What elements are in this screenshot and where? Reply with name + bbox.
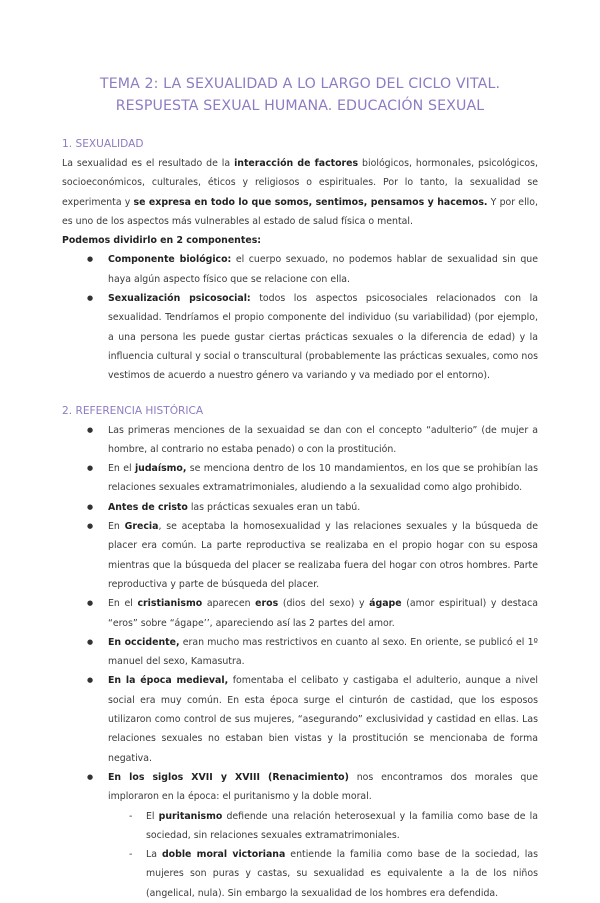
paragraph [62, 231, 538, 250]
title-line: TEMA 2: LA SEXUALIDAD A LO LARGO DEL CICLO VITAL. [99, 76, 501, 92]
text-run: el cuerpo sexuado, no podemos hablar de sexualidad sin que haya algún aspecto físico que se relacione con ella. [108, 254, 538, 285]
bold-text: interacción de factores [234, 158, 359, 169]
document-title [62, 73, 538, 117]
sub-list-item [108, 845, 538, 903]
bold-text: Antes de cristo [108, 501, 188, 513]
bold-text: doble moral victoriana [161, 849, 286, 861]
section-heading: 1. SEXUALIDAD [62, 138, 144, 150]
list-item [62, 421, 538, 460]
bold-text: Podemos dividirlo en 2 componentes: [62, 235, 262, 247]
text-run: fomentaba el celibato y castigaba el adulterio, aunque a nivel social era muy común. En esta época surge el cinturón de castidad, que los esposos utilizaron como control de sus mujeres, “asegurando” exclusividad y castidad en ellas. Las relaciones sexuales no estaban bien vistas y la prostitución se mencionaba de forma negativa. [108, 675, 538, 764]
sub-list-item [108, 807, 538, 846]
bold-text: eros [255, 598, 279, 610]
text-run: todos los aspectos psicosociales relacionados con la sexualidad. Tendríamos el propio componente del individuo (su variabilidad) (por ejemplo, a una persona les puede gustar ciertas prácticas sexuales o la diferencia de edad) y la influencia cultural y social o transcultural (probablemente las prácticas sexuales, como nos vestimos de acuerdo a nuestro género va variando y va mediado por el entorno). [108, 293, 538, 382]
text-run: las prácticas sexuales eran un tabú. [187, 501, 361, 513]
text-run: entiende la familia como base de la sociedad, las mujeres son puras y castas, su sexualidad es equivalente a la de los niños (angelical, nula). Sin embargo la sexualidad de los hombres era defendida. [146, 849, 538, 899]
paragraph [62, 154, 538, 231]
list-item [62, 250, 538, 289]
bold-text: Sexualización psicosocial: [108, 293, 251, 305]
list-item [62, 594, 538, 633]
list-item [62, 671, 538, 767]
bold-text: En occidente, [108, 636, 180, 648]
list-item [62, 459, 538, 498]
text-run: biológicos, hormonales, psicológicos, socioeconómicos, culturales, éticos y religiosos o espirituales. Por lo tanto, la sexualidad se experimenta y [62, 158, 538, 208]
bold-text: Grecia [124, 521, 159, 533]
sub-list [108, 807, 538, 903]
text-run: , se aceptaba la homosexualidad y las relaciones sexuales y la búsqueda de placer era común. La parte reproductiva se realizaba en el propio hogar con su esposa mientras que la búsqueda del placer se realizaba fuera del hogar con otros hombres. Parte reproductiva y parte de búsqueda del placer. [108, 521, 538, 590]
text-run: nos encontramos dos morales que imploraron en la época: el puritanismo y la doble moral. [108, 771, 538, 803]
bold-text: judaísmo, [134, 463, 187, 475]
text-run: Las primeras menciones de la sexuaidad se dan con el concepto “adulterio” (de mujer a hombre, al contrario no estaba penado) o con la prostitución. [108, 424, 538, 455]
list-item [62, 633, 538, 672]
bold-text: se expresa en todo lo que somos, sentimos, pensamos y hacemos. [133, 196, 488, 208]
section [62, 402, 538, 903]
text-run: eran mucho mas restrictivos en cuanto al sexo. En oriente, se publicó el 1º manuel del sexo, Kamasutra. [108, 636, 538, 668]
title-line: RESPUESTA SEXUAL HUMANA. EDUCACIÓN SEXUAL [115, 98, 485, 114]
list-item [62, 768, 538, 903]
bold-text: cristianismo [137, 598, 203, 610]
text-run: En el [108, 598, 138, 610]
text-run: En [108, 521, 125, 533]
text-run: La sexualidad es el resultado de la [62, 158, 235, 169]
bold-text: ágape [369, 598, 402, 610]
text-run: se menciona dentro de los 10 mandamientos, en los que se prohibían las relaciones sexuales extramatrimoniales, aludiendo a la sexualidad como algo prohibido. [108, 463, 539, 494]
list-item [62, 498, 538, 517]
list-item [62, 289, 538, 385]
text-run: (dios del sexo) y [278, 598, 370, 610]
section-heading: 2. REFERENCIA HISTÓRICA [62, 404, 204, 417]
bullet-list [62, 421, 538, 903]
bold-text: En la época medieval, [108, 675, 229, 687]
document-body [62, 135, 538, 903]
text-run: La [146, 849, 162, 861]
section [62, 135, 538, 386]
text-run: En el [108, 463, 135, 475]
list-item [62, 517, 538, 594]
text-run: El [146, 810, 159, 822]
bold-text: puritanismo [158, 810, 223, 822]
text-run: aparecen [202, 598, 256, 610]
bold-text: En los siglos XVII y XVIII (Renacimiento) [108, 771, 349, 783]
text-run: Y por ello, es uno de los aspectos más vulnerables al estado de salud física o mental. [62, 196, 538, 227]
text-run: defiende una relación heterosexual y la familia como base de la sociedad, sin relaciones sexuales extramatrimoniales. [146, 810, 538, 841]
bullet-list [62, 250, 538, 385]
bold-text: Componente biológico: [108, 254, 232, 266]
text-run: (amor espiritual) y destaca “eros” sobre “ágape’’, apareciendo así las 2 partes del amor. [108, 598, 539, 629]
